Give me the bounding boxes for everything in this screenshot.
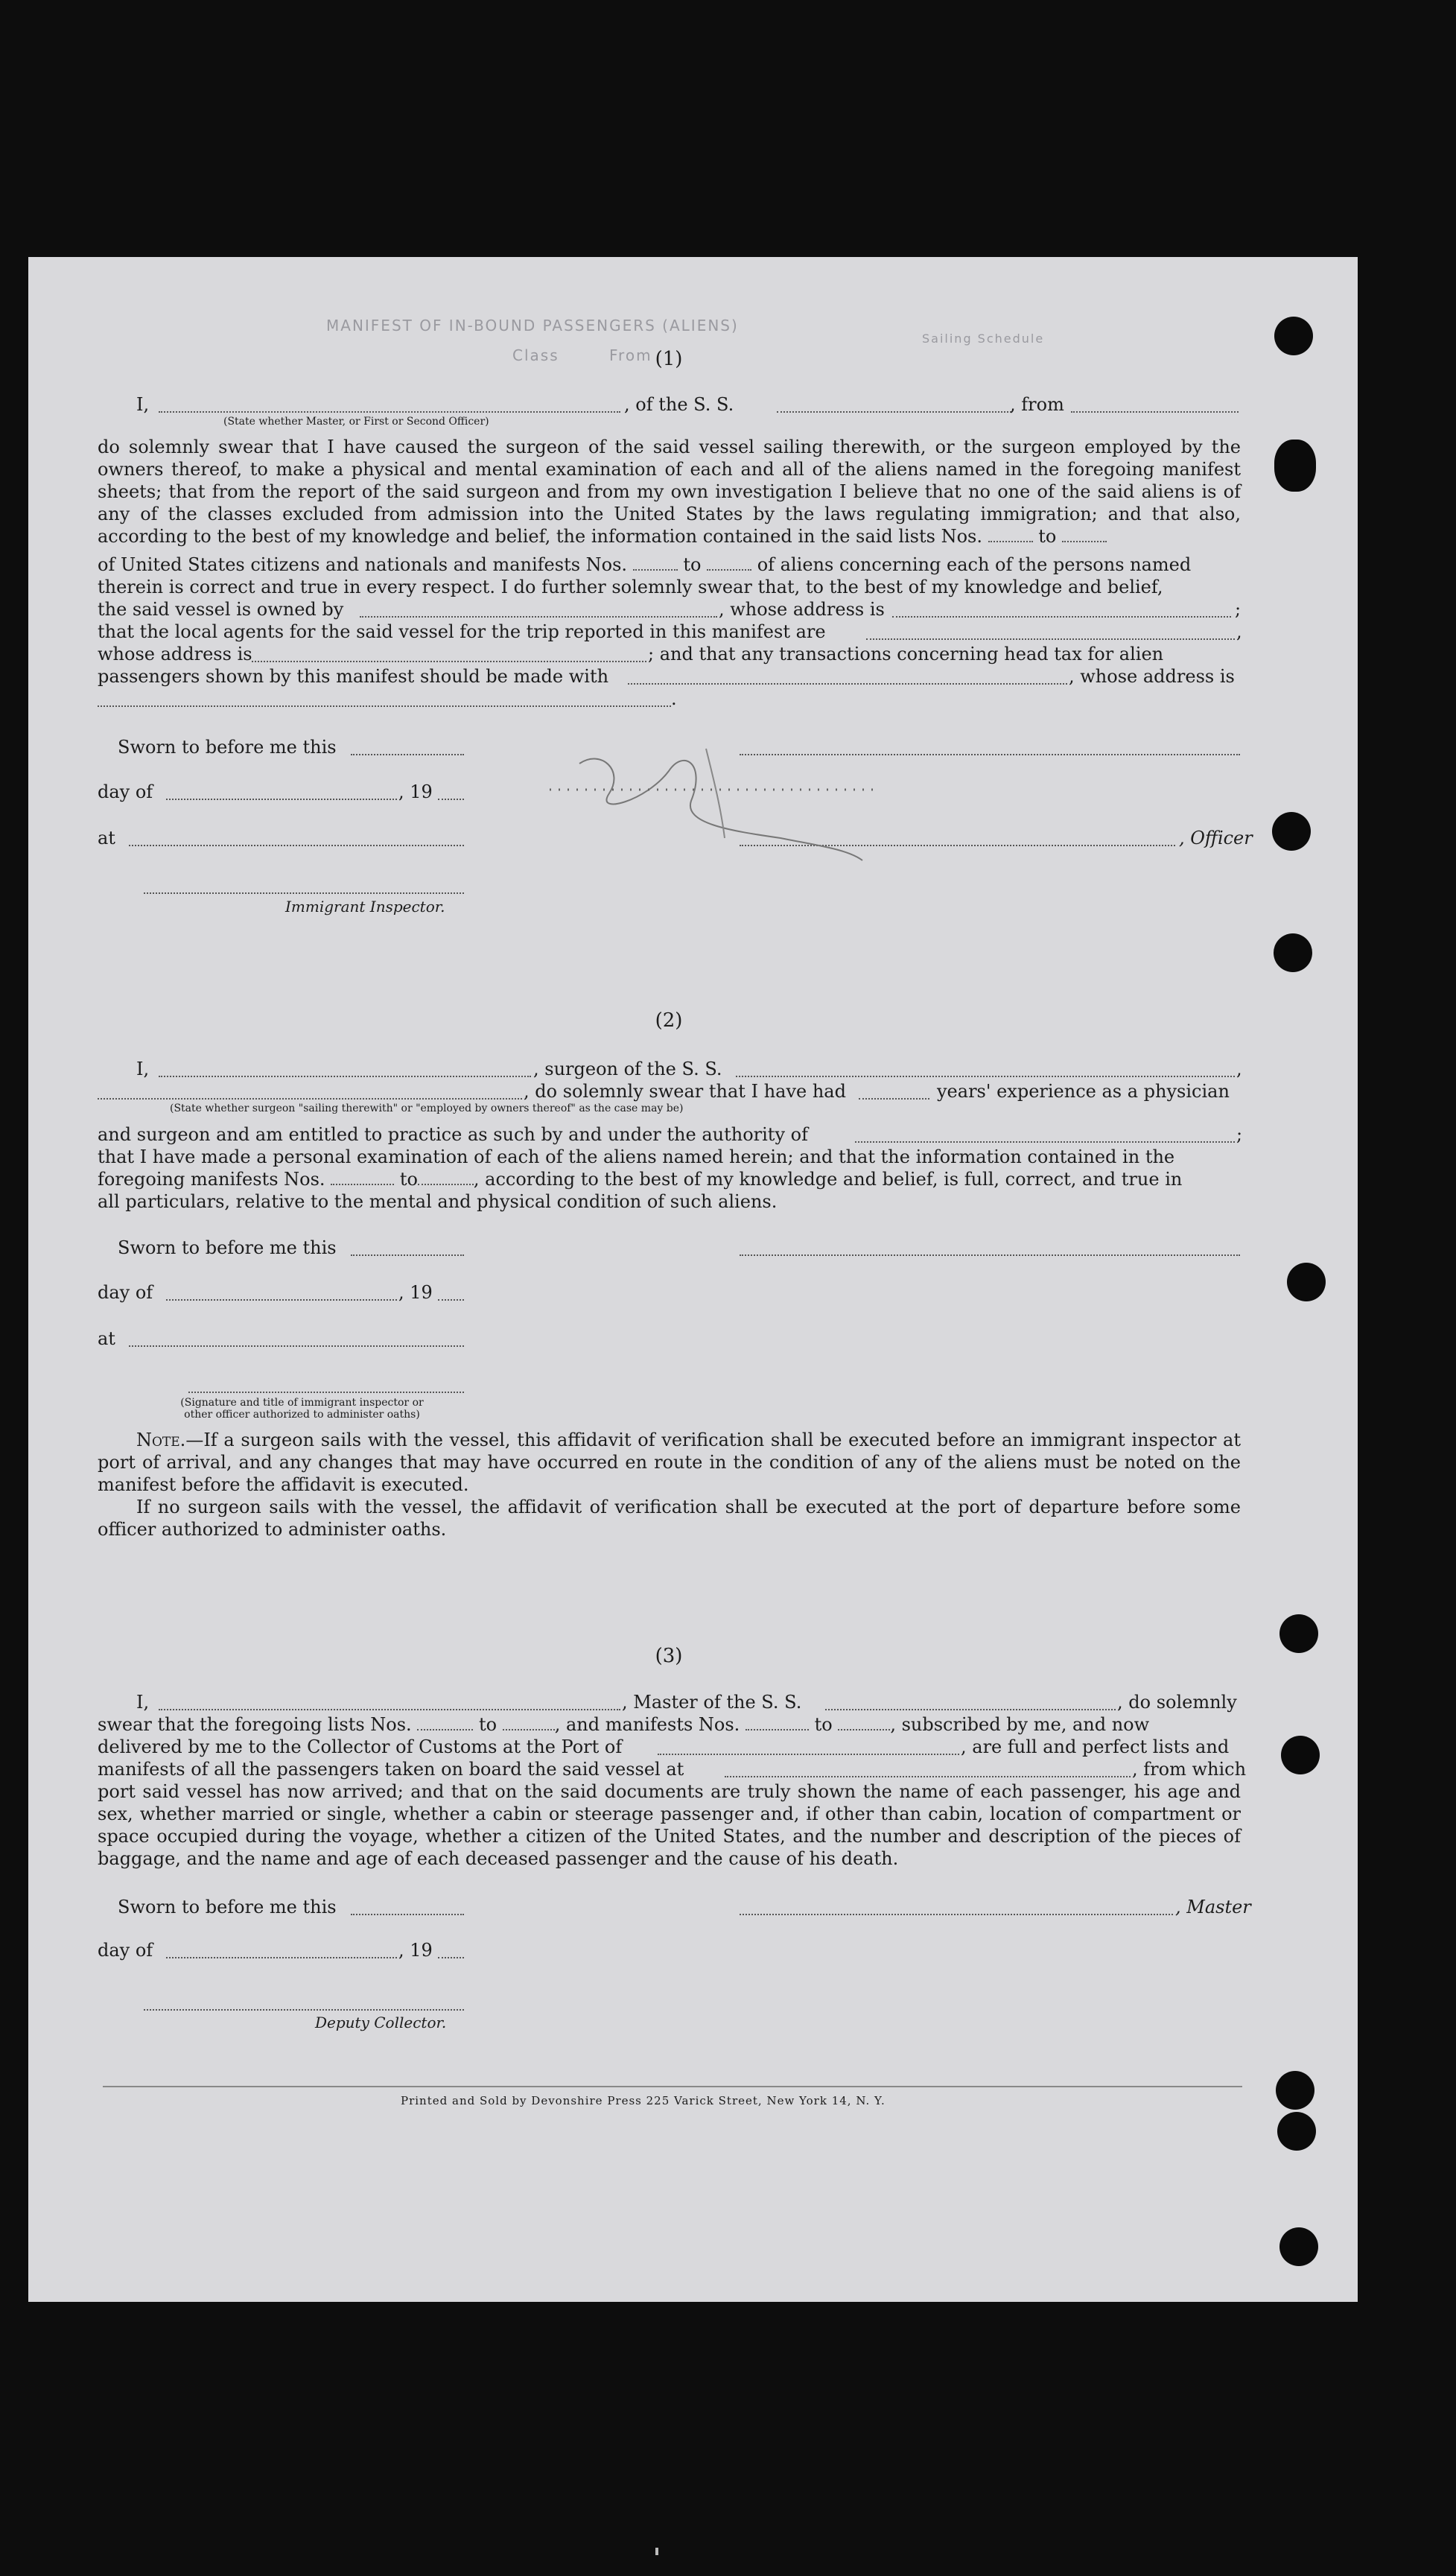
section-3-heading: (3) (655, 1645, 683, 1667)
s3-l2-b: , and manifests Nos. (554, 1714, 740, 1735)
surgeon-status-field[interactable] (98, 1098, 522, 1100)
s1-therein: therein is correct and true in every respect. I do further solemnly swear that, to the best of my knowledge and belief, (98, 577, 1163, 597)
printer-credit: Printed and Sold by Devonshire Press 225 Varick Street, New York 14, N. Y. (401, 2094, 886, 2107)
agents-field[interactable] (866, 638, 1235, 640)
agents-address-field[interactable] (252, 661, 646, 662)
collector-port-field[interactable] (658, 1754, 959, 1755)
scan-speck (655, 2548, 658, 2555)
s1-from: , from (1010, 394, 1064, 415)
s3-19: , 19 (398, 1940, 433, 1961)
s2-surgeon-signature-field[interactable] (740, 1254, 1240, 1256)
s1-officer: , Officer (1179, 828, 1253, 848)
s2-month-field[interactable] (166, 1299, 397, 1301)
lists-no-to-field[interactable] (1062, 541, 1107, 542)
s3-to-1: to (478, 1714, 497, 1735)
departure-port-field[interactable] (725, 1776, 1131, 1777)
s3-deputy-signature-field[interactable] (144, 2009, 464, 2011)
s2-vessel-field[interactable] (736, 1076, 1235, 1077)
s3-sworn-day-field[interactable] (351, 1914, 464, 1915)
s1-comma: , (1236, 621, 1242, 642)
bleed-through-from: From (609, 346, 652, 364)
s3-manifests-from-field[interactable] (746, 1729, 809, 1730)
s2-19: , 19 (398, 1282, 433, 1303)
s2-i: I, (136, 1059, 150, 1079)
s1-p1-text: do solemnly swear that I have caused the surgeon of the said vessel sailing therewith, or the surgeon employed by the owners thereof, to make a physical and mental examination of each and all of the aliens named in the foregoing manifest sheets; that from the report of the said surgeon and from my own investigation I believe that no one of the said aliens is of any of the classes excluded from admission into the United States by the laws regulating immigration; and that also, according to the best of my knowledge and belief, the information contained in the said lists Nos. (98, 437, 1241, 547)
s2-manifest-to-field[interactable] (418, 1184, 474, 1185)
s2-surgeon: , surgeon of the S. S. (533, 1059, 722, 1079)
s1-citizens-line (98, 553, 1191, 576)
years-experience-field[interactable] (859, 1098, 929, 1100)
s1-i: I, (136, 394, 150, 415)
binder-hole (1279, 1614, 1318, 1653)
footer-rule (103, 2086, 1242, 2087)
s3-l4-a: manifests of all the passengers taken on board the said vessel at (98, 1759, 684, 1780)
binder-hole (1274, 440, 1316, 492)
s3-paragraph: port said vessel has now arrived; and that on the said documents are truly shown the name of each passenger, his age and sex, whether married or single, whether a cabin or steerage passenger and, if other than cabin, location of compartment or space occupied during the voyage, whether a citizen of the United States, and the number and description of the pieces of baggage, and the name and age of each deceased passenger and the cause of his death. (98, 1781, 1241, 1869)
s2-l5-b: , according to the best of my knowledge and belief, is full, correct, and true in (473, 1169, 1183, 1190)
bleed-through-title: MANIFEST OF IN-BOUND PASSENGERS (ALIENS) (326, 317, 739, 334)
s3-end: , do solemnly (1117, 1692, 1237, 1713)
s3-vessel-field[interactable] (825, 1709, 1116, 1710)
bleed-through-sub: Sailing Schedule (922, 331, 1045, 346)
s3-l2-a: swear that the foregoing lists Nos. (98, 1714, 412, 1735)
s3-master-signature-field[interactable] (740, 1914, 1173, 1915)
s2-note-1 (98, 1429, 1241, 1496)
s1-inspector-signature-field[interactable] (144, 892, 464, 894)
head-tax-party-field[interactable] (628, 683, 1067, 685)
binder-hole (1281, 1736, 1320, 1774)
s3-deputy: Deputy Collector. (315, 2014, 447, 2031)
s3-master: , Master of the S. S. (622, 1692, 802, 1713)
note-label: Note. (136, 1430, 186, 1450)
vessel-name-field[interactable] (777, 411, 1011, 413)
binder-hole (1279, 2227, 1318, 2266)
section-2-heading: (2) (655, 1009, 683, 1032)
s2-l5 (98, 1168, 1182, 1190)
surgeon-name-field[interactable] (159, 1076, 531, 1077)
s2-year-field[interactable] (438, 1299, 464, 1301)
master-name-field[interactable] (159, 411, 620, 413)
owner-address-field[interactable] (892, 616, 1231, 618)
binder-hole (1276, 2071, 1314, 2110)
s2-l5-a: foregoing manifests Nos. (98, 1169, 325, 1190)
s2-semi: ; (1236, 1124, 1243, 1145)
s2-l6: all particulars, relative to the mental and physical condition of such aliens. (98, 1191, 778, 1212)
s1-whose-end: ; and that any transactions concerning head tax for alien (648, 644, 1164, 664)
binder-hole (1274, 317, 1313, 355)
s1-paragraph (98, 436, 1241, 548)
s1-pass-end: , whose address is (1069, 666, 1235, 687)
s2-years: years' experience as a physician (937, 1081, 1230, 1102)
s2-l3: and surgeon and am entitled to practice as such by and under the authority of (98, 1124, 808, 1145)
manifests-no-to-field[interactable] (707, 569, 751, 571)
s1-to: to (1038, 526, 1057, 547)
s3-lists-to-field[interactable] (503, 1729, 555, 1730)
s1-semi: ; (1235, 599, 1242, 620)
s3-l2 (98, 1713, 1149, 1736)
s3-master-label: , Master (1175, 1897, 1251, 1917)
authority-field[interactable] (855, 1141, 1235, 1143)
s3-l4-b: , from which (1132, 1759, 1247, 1780)
s2-l5-to: to (399, 1169, 418, 1190)
s3-dayof: day of (98, 1940, 153, 1961)
s3-l3-b: , are full and perfect lists and (961, 1736, 1230, 1757)
s1-of-ss: , of the S. S. (624, 394, 734, 415)
s1-note: (State whether Master, or First or Second Officer) (223, 416, 489, 428)
s2-comma: , (1236, 1059, 1242, 1079)
s1-citizens-text: of United States citizens and nationals and manifests Nos. (98, 554, 628, 575)
lists-no-from-field[interactable] (988, 541, 1033, 542)
binder-hole (1287, 1263, 1326, 1301)
s1-sworn-day-field[interactable] (351, 754, 464, 755)
s3-year-field[interactable] (438, 1957, 464, 1958)
s2-manifest-from-field[interactable] (331, 1184, 394, 1185)
owner-field[interactable] (360, 616, 717, 618)
s1-owned: the said vessel is owned by (98, 599, 344, 620)
s1-owned-addr: , whose address is (719, 599, 885, 620)
s1-agents: that the local agents for the said vessel for the trip reported in this manifest are (98, 621, 826, 642)
s1-pass: passengers shown by this manifest should be made with (98, 666, 609, 687)
s1-year-field[interactable] (438, 799, 464, 800)
s3-master-name-field[interactable] (159, 1709, 620, 1710)
s3-month-field[interactable] (166, 1957, 397, 1958)
from-port-field[interactable] (1071, 411, 1239, 413)
s2-note-2: If no surgeon sails with the vessel, the affidavit of verification shall be executed at the port of departure before some officer authorized to administer oaths. (98, 1497, 1241, 1540)
s2-at: at (98, 1328, 115, 1349)
s2-l4: that I have made a personal examination of each of the aliens named herein; and that the information contained in the (98, 1146, 1175, 1167)
form-sheet (28, 257, 1358, 2302)
s1-period: . (671, 688, 677, 709)
binder-hole (1272, 812, 1311, 851)
s1-dayof: day of (98, 781, 153, 802)
s3-l2-c: , subscribed by me, and now (890, 1714, 1150, 1735)
s2-inspector-signature-field[interactable] (188, 1392, 464, 1393)
handwritten-signature (535, 719, 885, 868)
s1-month-field[interactable] (166, 799, 397, 800)
s2-note: (State whether surgeon "sailing therewith" or "employed by owners thereof" as the case may be) (170, 1103, 684, 1114)
s3-to-2: to (814, 1714, 833, 1735)
s1-citizens-end: of aliens concerning each of the persons named (757, 554, 1192, 575)
s1-citizens-to: to (683, 554, 702, 575)
head-tax-address-field[interactable] (98, 705, 671, 707)
s3-manifests-to-field[interactable] (838, 1729, 890, 1730)
s1-19: , 19 (398, 781, 433, 802)
s3-i: I, (136, 1692, 150, 1713)
section-1-heading: (1) (655, 348, 683, 370)
s1-at: at (98, 828, 115, 848)
s1-inspector: Immigrant Inspector. (285, 898, 445, 916)
note-1-text: —If a surgeon sails with the vessel, this affidavit of verification shall be executed before an immigrant inspector at port of arrival, and any changes that may have occurred en route in the condition of any of the aliens must be noted on the manifest before the affidavit is executed. (98, 1430, 1241, 1495)
s3-l3-a: delivered by me to the Collector of Customs at the Port of (98, 1736, 623, 1757)
s3-lists-from-field[interactable] (417, 1729, 473, 1730)
s2-dayof: day of (98, 1282, 153, 1303)
manifests-no-from-field[interactable] (633, 569, 678, 571)
s1-whose: whose address is (98, 644, 252, 664)
s2-place-field[interactable] (129, 1345, 464, 1347)
s1-place-field[interactable] (129, 845, 464, 846)
s2-swear: , do solemnly swear that I have had (524, 1081, 846, 1102)
s2-sworn-day-field[interactable] (351, 1254, 464, 1256)
binder-hole (1277, 2112, 1316, 2151)
s3-sworn: Sworn to before me this (118, 1897, 337, 1917)
bleed-through-class: Class (512, 346, 559, 364)
binder-hole (1274, 933, 1312, 972)
s2-sworn: Sworn to before me this (118, 1237, 337, 1258)
s2-sig-note: (Signature and title of immigrant inspector or other officer authorized to administer oaths) (180, 1397, 424, 1421)
s1-sworn: Sworn to before me this (118, 737, 337, 758)
